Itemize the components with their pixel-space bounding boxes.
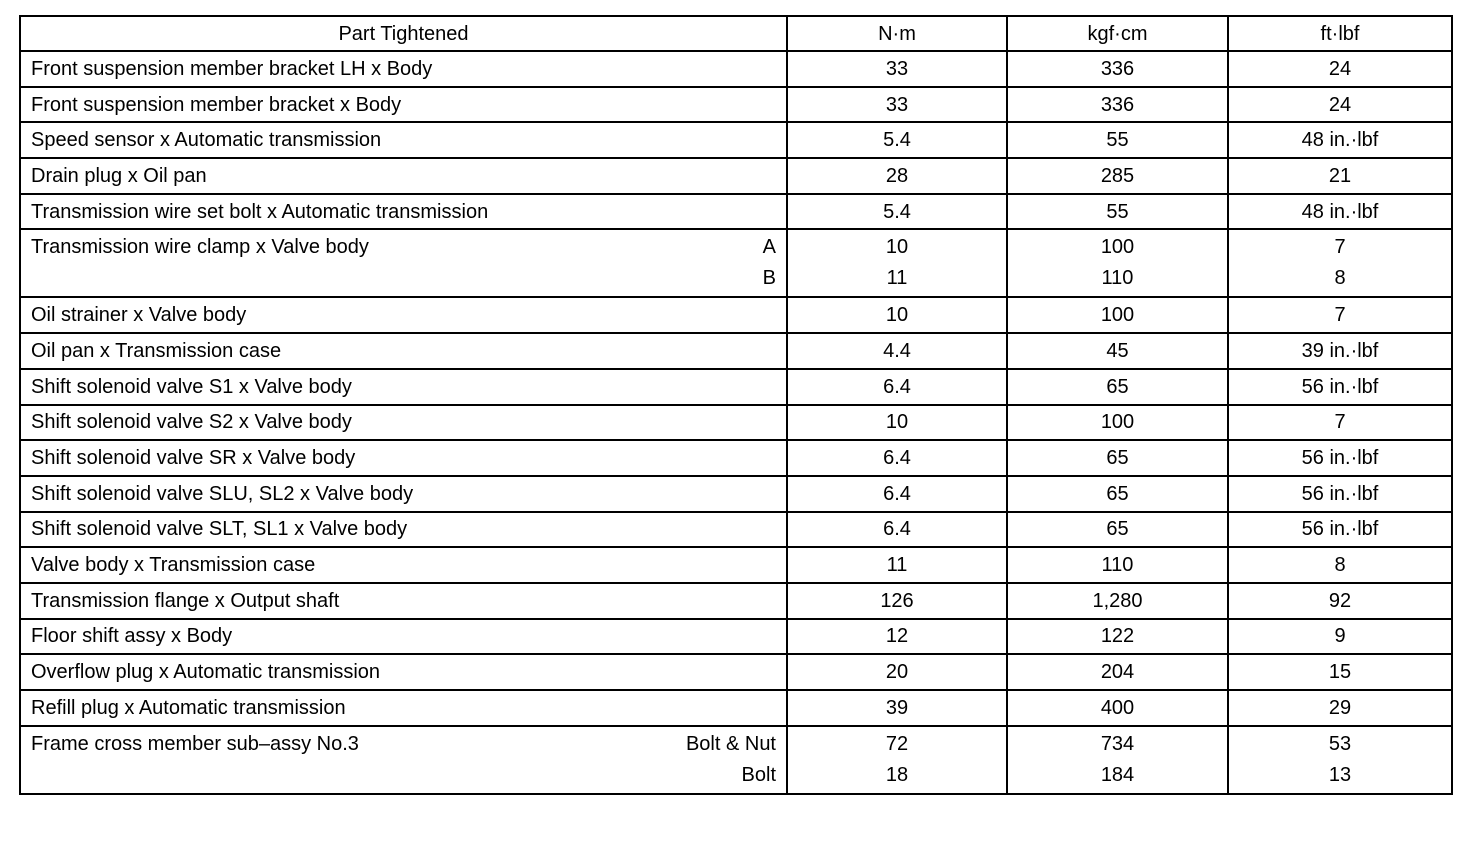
kgf-cell: 110: [1007, 547, 1228, 583]
kgf-value: 734: [1100, 732, 1135, 755]
ft-cell: 56 in.·lbf: [1228, 512, 1452, 548]
part-cell: Transmission wire set bolt x Automatic transmission: [20, 194, 787, 230]
part-cell: Speed sensor x Automatic transmission: [20, 122, 787, 158]
table-row: [20, 194, 1452, 230]
table-row: [20, 440, 1452, 476]
kgf-cell: 55: [1007, 194, 1228, 230]
kgf-value: 110: [1101, 267, 1134, 290]
kgf-cell: 285: [1007, 158, 1228, 194]
kgf-cell: 1,280: [1007, 583, 1228, 619]
part-cell: Shift solenoid valve S2 x Valve body: [20, 405, 787, 441]
variant-labels: [763, 232, 776, 294]
kgf-cell: 55: [1007, 122, 1228, 158]
ft-cell: 15: [1228, 654, 1452, 690]
ft-cell: 7: [1228, 297, 1452, 333]
ft-value: 8: [1334, 267, 1346, 290]
ft-cell: 9: [1228, 619, 1452, 655]
part-cell: Drain plug x Oil pan: [20, 158, 787, 194]
nm-value: 72: [885, 732, 909, 755]
nm-cell: 10: [787, 405, 1007, 441]
nm-cell: 5.4: [787, 122, 1007, 158]
nm-value: 11: [886, 267, 908, 290]
nm-cell: 11: [787, 547, 1007, 583]
nm-cell: 6.4: [787, 512, 1007, 548]
kgf-cell: 100: [1007, 405, 1228, 441]
ft-cell: 56 in.·lbf: [1228, 476, 1452, 512]
ft-cell: 39 in.·lbf: [1228, 333, 1452, 369]
kgf-cell: 65: [1007, 512, 1228, 548]
ft-cell: 56 in.·lbf: [1228, 440, 1452, 476]
ft-cell: 48 in.·lbf: [1228, 194, 1452, 230]
part-cell: Oil strainer x Valve body: [20, 297, 787, 333]
nm-cell: 6.4: [787, 440, 1007, 476]
variant-label: B: [762, 267, 776, 290]
table-row: [20, 333, 1452, 369]
kgf-cell: 400: [1007, 690, 1228, 726]
part-name: Frame cross member sub–assy No.3: [31, 732, 359, 755]
kgf-cell: 65: [1007, 476, 1228, 512]
part-cell: Front suspension member bracket x Body: [20, 87, 787, 123]
kgf-cell: 204: [1007, 654, 1228, 690]
ft-cell: 48 in.·lbf: [1228, 122, 1452, 158]
kgf-cell: [1007, 229, 1228, 297]
nm-cell: 4.4: [787, 333, 1007, 369]
nm-cell: 20: [787, 654, 1007, 690]
part-name: Transmission wire clamp x Valve body: [31, 236, 369, 259]
ft-cell: 8: [1228, 547, 1452, 583]
kgf-cell: 336: [1007, 87, 1228, 123]
ft-cell: [1228, 726, 1452, 794]
table-row: [20, 726, 1452, 794]
nm-cell: 10: [787, 297, 1007, 333]
table-row: [20, 583, 1452, 619]
table-row: [20, 405, 1452, 441]
kgf-cell: 122: [1007, 619, 1228, 655]
nm-cell: [787, 726, 1007, 794]
torque-spec-table: [19, 15, 1453, 795]
ft-cell: 56 in.·lbf: [1228, 369, 1452, 405]
nm-cell: 33: [787, 87, 1007, 123]
part-cell: Shift solenoid valve SLT, SL1 x Valve body: [20, 512, 787, 548]
table-row: [20, 619, 1452, 655]
nm-cell: 12: [787, 619, 1007, 655]
ft-value: 13: [1328, 763, 1352, 786]
kgf-cell: 65: [1007, 369, 1228, 405]
variant-label: Bolt & Nut: [685, 732, 776, 755]
ft-cell: 24: [1228, 51, 1452, 87]
header-ft-lbf: ft·lbf: [1228, 16, 1452, 51]
nm-cell: 6.4: [787, 369, 1007, 405]
part-cell: Shift solenoid valve SLU, SL2 x Valve body: [20, 476, 787, 512]
part-cell: Shift solenoid valve SR x Valve body: [20, 440, 787, 476]
part-cell: Floor shift assy x Body: [20, 619, 787, 655]
variant-label: A: [762, 236, 776, 259]
nm-cell: [787, 229, 1007, 297]
table-row: [20, 87, 1452, 123]
part-cell: Refill plug x Automatic transmission: [20, 690, 787, 726]
ft-cell: [1228, 229, 1452, 297]
ft-cell: 21: [1228, 158, 1452, 194]
nm-cell: 6.4: [787, 476, 1007, 512]
table-row: [20, 369, 1452, 405]
table-row: [20, 476, 1452, 512]
ft-value: 7: [1334, 236, 1346, 259]
nm-cell: 39: [787, 690, 1007, 726]
part-cell: Shift solenoid valve S1 x Valve body: [20, 369, 787, 405]
nm-value: 10: [885, 236, 909, 259]
nm-cell: 28: [787, 158, 1007, 194]
part-cell: Front suspension member bracket LH x Body: [20, 51, 787, 87]
nm-cell: 126: [787, 583, 1007, 619]
table-row: [20, 654, 1452, 690]
table-row: [20, 51, 1452, 87]
table-row: [20, 158, 1452, 194]
part-cell: Transmission flange x Output shaft: [20, 583, 787, 619]
ft-value: 53: [1328, 732, 1352, 755]
header-nm: N·m: [787, 16, 1007, 51]
table-row: [20, 547, 1452, 583]
header-kgf-cm: kgf·cm: [1007, 16, 1228, 51]
header-row: [20, 16, 1452, 51]
ft-cell: 24: [1228, 87, 1452, 123]
kgf-cell: 100: [1007, 297, 1228, 333]
part-cell: [20, 229, 787, 297]
variant-label: Bolt: [741, 763, 776, 786]
table-row: [20, 690, 1452, 726]
nm-cell: 33: [787, 51, 1007, 87]
table-row: [20, 297, 1452, 333]
kgf-value: 184: [1100, 763, 1135, 786]
part-cell: [20, 726, 787, 794]
kgf-cell: 65: [1007, 440, 1228, 476]
kgf-value: 100: [1100, 236, 1135, 259]
ft-cell: 7: [1228, 405, 1452, 441]
kgf-cell: 45: [1007, 333, 1228, 369]
part-cell: Oil pan x Transmission case: [20, 333, 787, 369]
ft-cell: 92: [1228, 583, 1452, 619]
part-cell: Overflow plug x Automatic transmission: [20, 654, 787, 690]
kgf-cell: [1007, 726, 1228, 794]
variant-labels: [686, 729, 776, 791]
nm-cell: 5.4: [787, 194, 1007, 230]
part-cell: Valve body x Transmission case: [20, 547, 787, 583]
ft-cell: 29: [1228, 690, 1452, 726]
table-row: [20, 229, 1452, 297]
table-row: [20, 512, 1452, 548]
kgf-cell: 336: [1007, 51, 1228, 87]
nm-value: 18: [885, 763, 909, 786]
table-row: [20, 122, 1452, 158]
header-part-tightened: Part Tightened: [20, 16, 787, 51]
